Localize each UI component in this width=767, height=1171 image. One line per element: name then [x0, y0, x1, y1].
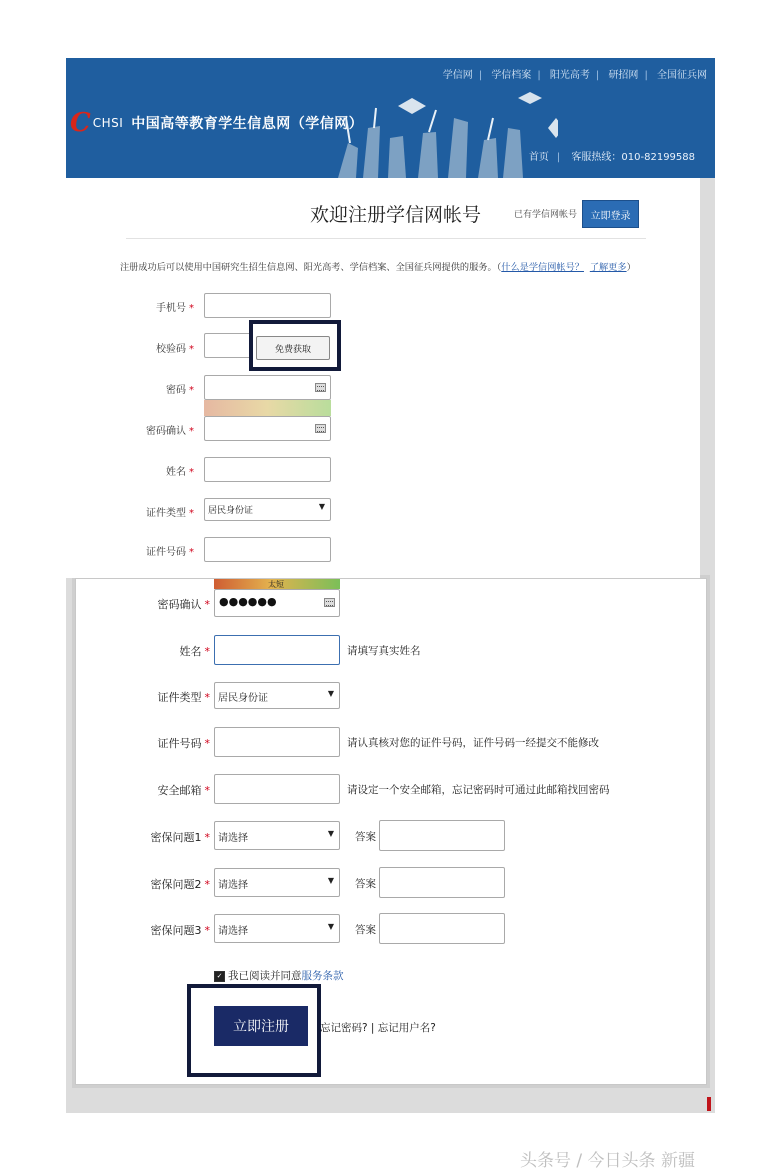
password-confirm-input[interactable]: [204, 416, 331, 441]
answer-3-label: 答案: [355, 924, 376, 936]
forgot-links[interactable]: 忘记密码? | 忘记用户名?: [320, 1022, 436, 1034]
top-link-archive[interactable]: 学信档案: [491, 70, 532, 81]
keyboard-icon[interactable]: [315, 383, 326, 392]
question-2-label: 密保问题2 *: [150, 878, 210, 891]
site-logo[interactable]: [70, 110, 363, 136]
password-value: ●●●●●●: [219, 595, 277, 608]
id-number-label: 证件号码 *: [157, 737, 210, 750]
password-strength-bar: [204, 400, 331, 416]
agree-text: 我已阅读并同意: [228, 970, 302, 982]
id-number-hint: 请认真核对您的证件号码，证件号码一经提交不能修改: [347, 737, 599, 749]
chevron-down-icon: ▼: [327, 876, 334, 885]
page-title: 欢迎注册学信网帐号: [310, 204, 482, 226]
question-3-label: 密保问题3 *: [150, 924, 210, 937]
chevron-down-icon: ▼: [327, 829, 334, 838]
watermark: 头条号 / 今日头条 新疆: [520, 1151, 695, 1171]
have-account-text: 已有学信网帐号: [514, 210, 578, 220]
password-confirm-input[interactable]: [214, 589, 340, 617]
hotline-text: 客服热线：010-82199588: [571, 152, 695, 163]
answer-2-label: 答案: [355, 878, 376, 890]
question-2-select[interactable]: [214, 868, 340, 897]
agree-checkbox[interactable]: ✓: [214, 971, 225, 982]
id-type-value: 居民身份证: [208, 506, 254, 516]
question-2-value: 请选择: [218, 880, 248, 891]
question-3-select[interactable]: [214, 914, 340, 943]
top-link-xuexin[interactable]: 学信网: [442, 70, 473, 81]
question-1-select[interactable]: [214, 821, 340, 850]
agree-terms: [214, 968, 344, 983]
logo-chsi-text: CHSI: [92, 116, 124, 130]
register-button[interactable]: 立即注册: [214, 1006, 308, 1046]
password-strength-label: 太短: [268, 580, 284, 589]
what-is-account-link[interactable]: 什么是学信网帐号？: [501, 262, 584, 273]
email-label: 安全邮箱 *: [157, 784, 210, 797]
terms-link[interactable]: 服务条款: [301, 970, 344, 982]
home-link[interactable]: 首页: [528, 152, 549, 163]
password-input[interactable]: [204, 375, 331, 400]
highlight-box-register: [187, 984, 321, 1077]
chsi-logo-icon: C: [70, 108, 91, 138]
question-1-value: 请选择: [218, 833, 248, 844]
top-link-zhengbing[interactable]: 全国征兵网: [657, 70, 707, 81]
site-title: 中国高等教育学生信息网（学信网）: [131, 116, 364, 132]
id-type-label: 证件类型 *: [146, 508, 194, 519]
intro-end: ）: [626, 262, 636, 273]
password-confirm-label: 密码确认 *: [146, 426, 194, 437]
id-type-label: 证件类型 *: [157, 691, 210, 704]
code-input[interactable]: [204, 333, 252, 358]
intro-body: 注册成功后可以使用中国研究生招生信息网、阳光高考、学信档案、全国征兵网提供的服务。（: [120, 262, 502, 273]
chevron-down-icon: ▼: [327, 689, 334, 698]
top-link-yanzhao[interactable]: 研招网: [608, 70, 639, 81]
password-label: 密码 *: [166, 385, 194, 396]
name-input[interactable]: [214, 635, 340, 665]
get-code-button[interactable]: 免费获取: [256, 336, 330, 360]
keyboard-icon[interactable]: [324, 598, 335, 607]
id-type-select[interactable]: [204, 498, 331, 521]
header-right-links: 首页 | 客服热线：010-82199588: [528, 152, 695, 163]
site-header: [66, 58, 715, 178]
id-number-label: 证件号码 *: [146, 547, 194, 558]
highlight-box-get-code: [249, 320, 341, 371]
email-hint: 请设定一个安全邮箱，忘记密码时可通过此邮箱找回密码: [347, 784, 610, 796]
chevron-down-icon: ▼: [318, 502, 325, 511]
chevron-down-icon: ▼: [327, 922, 334, 931]
intro-text: [120, 259, 636, 273]
answer-3-input[interactable]: [379, 913, 505, 944]
id-number-input[interactable]: [214, 727, 340, 757]
id-type-value: 居民身份证: [218, 693, 268, 704]
name-label: 姓名 *: [179, 645, 210, 658]
email-input[interactable]: [214, 774, 340, 804]
phone-label: 手机号 *: [156, 303, 194, 314]
top-nav: 学信网 | 学信档案 | 阳光高考 | 研招网 | 全国征兵网: [442, 70, 707, 81]
name-input[interactable]: [204, 457, 331, 482]
phone-input[interactable]: [204, 293, 331, 318]
name-hint: 请填写真实姓名: [347, 645, 421, 657]
code-label: 校验码 *: [156, 344, 194, 355]
id-type-select[interactable]: [214, 682, 340, 709]
login-button[interactable]: 立即登录: [582, 200, 639, 228]
learn-more-link[interactable]: 了解更多: [589, 262, 627, 273]
top-link-gaokao[interactable]: 阳光高考: [549, 70, 590, 81]
graduates-illustration: [328, 88, 558, 178]
divider: [126, 238, 646, 239]
keyboard-icon[interactable]: [315, 424, 326, 433]
question-3-value: 请选择: [218, 926, 248, 937]
id-number-input[interactable]: [204, 537, 331, 562]
question-1-label: 密保问题1 *: [150, 831, 210, 844]
answer-2-input[interactable]: [379, 867, 505, 898]
red-mark: [707, 1097, 711, 1111]
answer-1-input[interactable]: [379, 820, 505, 851]
answer-1-label: 答案: [355, 831, 376, 843]
password-confirm-label: 密码确认 *: [157, 598, 210, 611]
name-label: 姓名 *: [166, 467, 194, 478]
